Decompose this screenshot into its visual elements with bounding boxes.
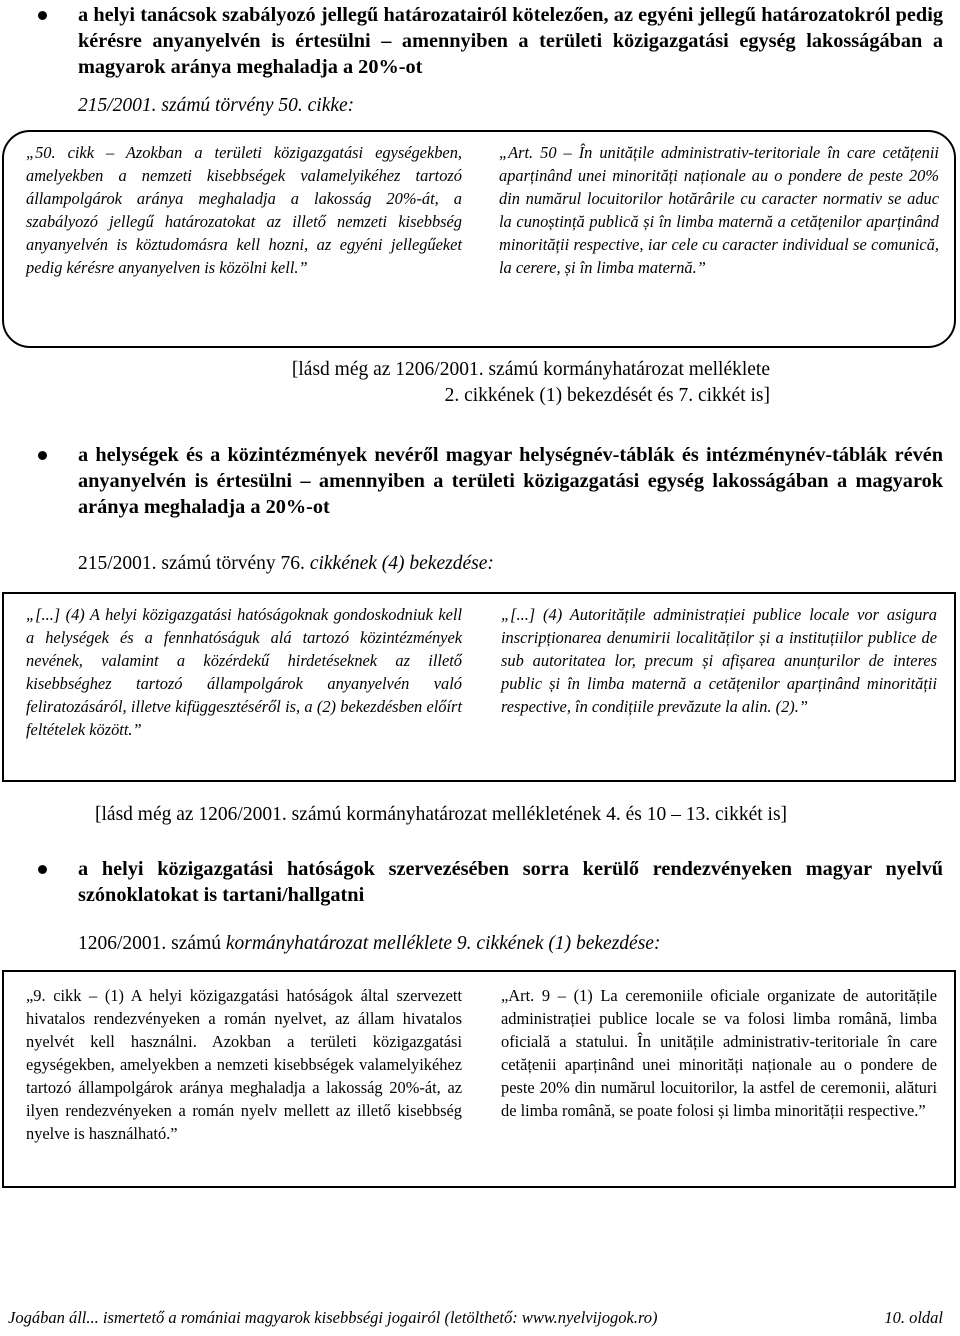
- quote-box-1: [2, 130, 956, 348]
- quote-hungarian-2: „[...] (4) A helyi közigazgatási hatóságoknak gondoskodniuk kell a helységek és a fennhatóságuk alá tartozó közintézmények nevének, valamint a közérdekű hirdetéseknek az illető kisebbséghez tartozó állampolgárok anyanyelvén való feliratozásáról, illetve kifüggesztéséről is, a (2) bekezdésben előírt feltételek között.”: [26, 605, 462, 739]
- law-reference-1: 215/2001. számú törvény 50. cikke:: [78, 95, 355, 116]
- quote-romanian-3: „Art. 9 – (1) La ceremoniile oficiale organizate de autoritățile administrației publice locale se va folosi limba română, limba oficială a statului. În unitățile administrativ-teritoriale în care cetățenii aparținând unei minorități naționale au o pondere de peste 20% din numărul locuitorilor, la astfel de ceremonii, alături de limba română, se poate folosi și limba minorității respective.”: [501, 986, 937, 1120]
- bullet-item-1: [38, 2, 943, 80]
- bullet-item-3: [38, 856, 943, 908]
- quote-box-2: [2, 592, 956, 782]
- bullet-item-2: [38, 442, 943, 520]
- quote-romanian-1: „Art. 50 – În unitățile administrativ-teritoriale în care cetățenii aparținând unei minorități naționale au o pondere de peste 20% din numărul locuitorilor hotărârile cu caracter normativ se aduc la cunoștință publică și în limba maternă a cetățenilor aparținând minorității respective, iar cele cu caracter individual se comunică, la cerere, și în limba maternă.”: [499, 143, 939, 277]
- quote-romanian-2: „[...] (4) Autoritățile administrației publice locale vor asigura inscripționarea denumirii localităților și a instituțiilor publice de sub autoritatea lor, precum și afișarea anunțurilor de interes public și în limba maternă a cetățenilor aparținând minorității respective, în condițiile prevăzute la alin. (2).”: [501, 605, 937, 716]
- page-footer: [8, 1308, 943, 1328]
- quote-hungarian-3: „9. cikk – (1) A helyi közigazgatási hatóságok által szervezett hivatalos rendezvényeken a román nyelvet, az állam hivatalos nyelvét kell használni. Azokban a területi közigazgatási egységekben, amelyekben a nemzeti kisebbségek valamelyikéhez tartozó állampolgárok aránya meghaladja a lakosság 20%-át, az ilyen rendezvényeken a román nyelv mellett az illető kisebbség nyelve is használható.”: [26, 986, 462, 1143]
- bullet-text-3: a helyi közigazgatási hatóságok szervezésében sorra kerülő rendezvényeken magyar nyelvű szónoklatokat is tartani/hallgatni: [78, 858, 943, 906]
- see-also-1: [lásd még az 1206/2001. számú kormányhatározat melléklete: [291, 359, 770, 380]
- footer-text: Jogában áll... ismertető a romániai magyarok kisebbségi jogairól (letölthető: www.nyelvijogok.ro): [8, 1308, 658, 1327]
- see-also-1b: 2. cikkének (1) bekezdését és 7. cikkét is]: [444, 385, 770, 406]
- bullet-icon: [38, 11, 47, 20]
- see-also-2: [lásd még az 1206/2001. számú kormányhatározat mellékletének 4. és 10 – 13. cikkét is]: [95, 804, 788, 825]
- law-reference-3: 1206/2001. számú kormányhatározat melléklete 9. cikkének (1) bekezdése:: [78, 933, 661, 954]
- bullet-text-1: a helyi tanácsok szabályozó jellegű határozatairól kötelezően, az egyéni jellegű határozatokról pedig kérésre anyanyelvén is értesülni – amennyiben a területi közigazgatási egység lakosságában a magyarok aránya meghaladja a 20%-ot: [78, 4, 943, 78]
- bullet-icon: [38, 451, 47, 460]
- quote-box-3: [2, 970, 956, 1188]
- law-reference-2: 215/2001. számú törvény 76. cikkének (4) bekezdése:: [78, 553, 494, 574]
- quote-hungarian-1: „50. cikk – Azokban a területi közigazgatási egységekben, amelyekben a nemzeti kisebbségek valamelyikéhez tartozó állampolgárok aránya meghaladja a lakosság 20%-át, a szabályozó jellegű határozatokat az illető nemzeti kisebbség anyanyelvén is köztudomásra kell hozni, az egyéni jellegűeket pedig kérésre anyanyelven is közölni kell.”: [26, 143, 462, 277]
- bullet-text-2: a helységek és a közintézmények nevéről magyar helységnév-táblák és intézménynév-táblák révén anyanyelvén is értesülni – amennyiben a területi közigazgatási egység lakosságában a magyarok aránya meghaladja a 20%-ot: [78, 444, 943, 518]
- page-number: 10. oldal: [884, 1308, 943, 1327]
- bullet-icon: [38, 865, 47, 874]
